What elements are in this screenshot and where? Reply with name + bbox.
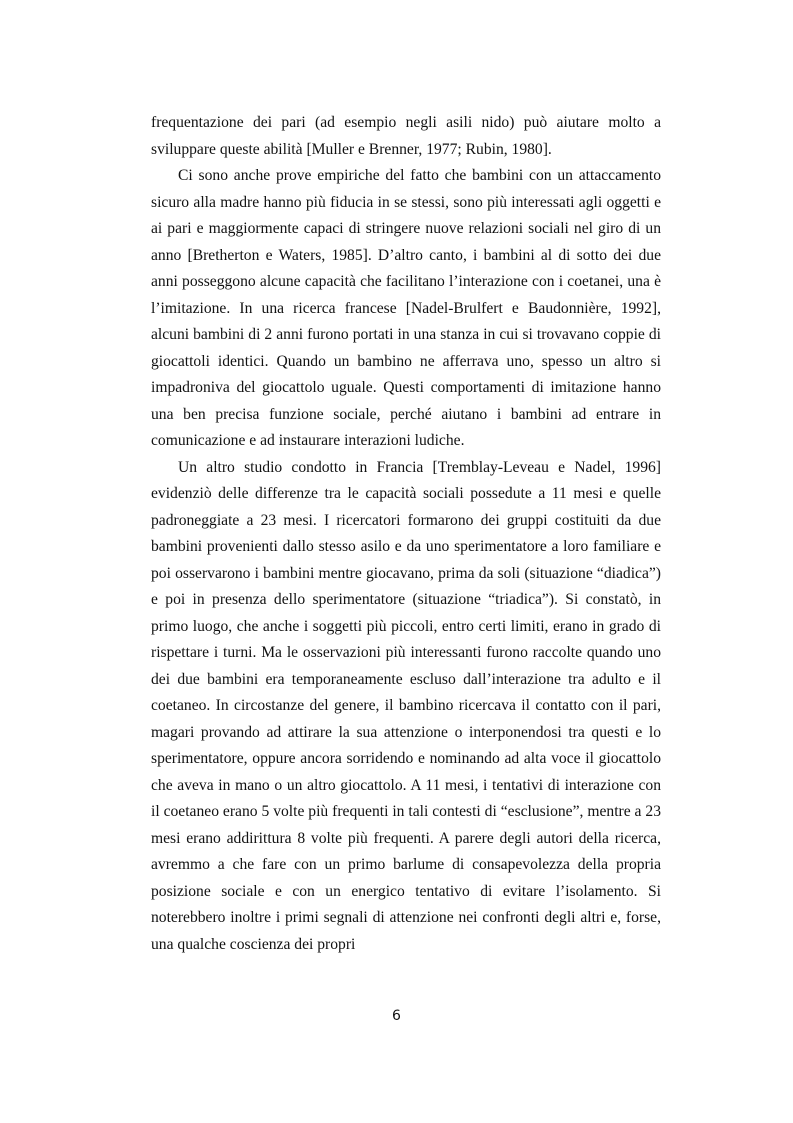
body-text: [151, 110, 661, 958]
paragraph-attachment: Ci sono anche prove empiriche del fatto che bambini con un attaccamento sicuro alla madre hanno più fiducia in se stessi, sono più interessati agli oggetti e ai pari e maggiormente capaci di stringere nuove relazioni sociali nel giro di un anno [Bretherton e Waters, 1985]. D’altro canto, i bambini al di sotto dei due anni posseggono alcune capacità che facilitano l’interazione con i coetanei, una è l’imitazione. In una ricerca francese [Nadel-Brulfert e Baudonnière, 1992], alcuni bambini di 2 anni furono portati in una stanza in cui si trovavano coppie di giocattoli identici. Quando un bambino ne afferrava uno, spesso un altro si impadroniva del giocattolo uguale. Questi comportamenti di imitazione hanno una ben precisa funzione sociale, perché aiutano i bambini ad entrare in comunicazione e ad instaurare interazioni ludiche.: [151, 167, 661, 449]
page-number: 6: [392, 1008, 401, 1024]
paragraph-france-study: Un altro studio condotto in Francia [Tremblay-Leveau e Nadel, 1996] evidenziò delle differenze tra le capacità sociali possedute a 11 mesi e quelle padroneggiate a 23 mesi. I ricercatori formarono dei gruppi costituiti da due bambini provenienti dallo stesso asilo e da uno sperimentatore a loro familiare e poi osservarono i bambini mentre giocavano, prima da soli (situazione “diadica”) e poi in presenza dello sperimentatore (situazione “triadica”). Si constatò, in primo luogo, che anche i soggetti più piccoli, entro certi limiti, erano in grado di rispettare i turni. Ma le osservazioni più interessanti furono raccolte quando uno dei due bambini era temporaneamente escluso dall’interazione tra adulto e il coetaneo. In circostanze del genere, il bambino ricercava il contatto con il pari, magari provando ad attirare la sua attenzione o interponendosi tra questi e lo sperimentatore, oppure ancora sorridendo e nominando ad alta voce il giocattolo che aveva in mano o un altro giocattolo. A 11 mesi, i tentativi di interazione con il coetaneo erano 5 volte più frequenti in tali contesti di “esclusione”, mentre a 23 mesi erano addirittura 8 volte più frequenti. A parere degli autori della ricerca, avremmo a che fare con un primo barlume di consapevolezza della propria posizione sociale e con un energico tentativo di evitare l’isolamento. Si noterebbero inoltre i primi segnali di attenzione nei confronti degli altri e, forse, una qualche coscienza dei propri: [151, 458, 661, 953]
paragraph-continuation: frequentazione dei pari (ad esempio negli asili nido) può aiutare molto a sviluppare queste abilità [Muller e Brenner, 1977; Rubin, 1980].: [151, 114, 661, 158]
